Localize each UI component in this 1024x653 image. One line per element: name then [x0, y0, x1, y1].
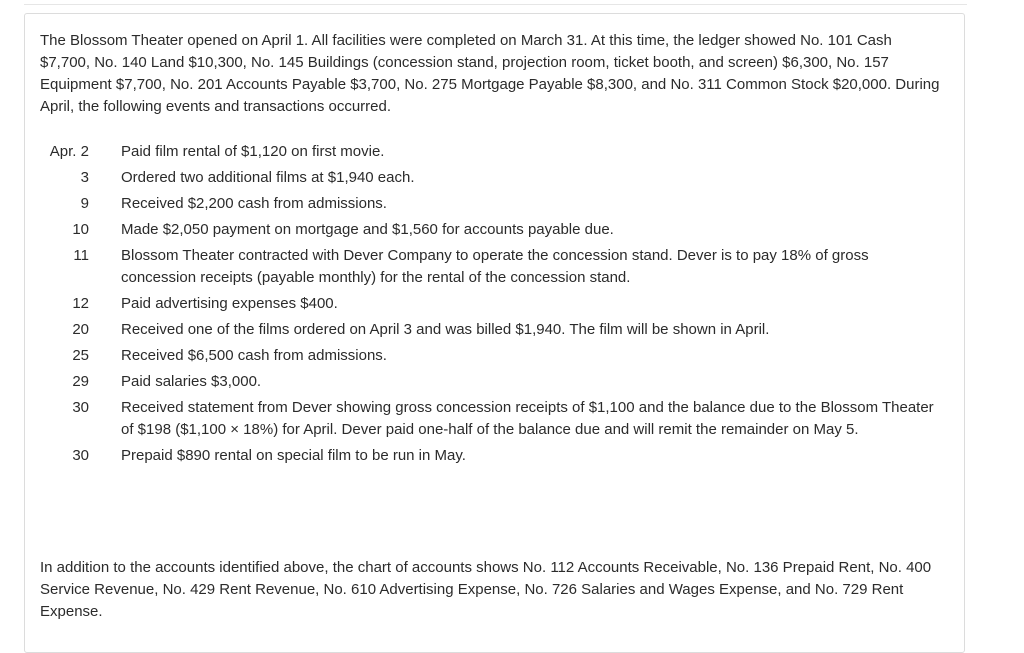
- transaction-row: [25, 245, 966, 289]
- transaction-date: 20: [72, 321, 89, 338]
- transaction-row: [25, 193, 966, 215]
- intro-paragraph: The Blossom Theater opened on April 1. All facilities were completed on March 31. At this time, the ledger showed No. 101 Cash $7,700, No. 140 Land $10,300, No. 145 Buildings (concession stand, projection room, ticket booth, and screen) $6,300, No. 157 Equipment $7,700, No. 201 Accounts Payable $3,700, No. 275 Mortgage Payable $8,300, and No. 311 Common Stock $20,000. During April, the following events and transactions occurred.: [40, 32, 940, 115]
- transaction-row: [25, 445, 966, 467]
- transaction-description: Received $6,500 cash from admissions.: [121, 347, 387, 364]
- transaction-date: Apr. 2: [49, 143, 89, 160]
- transaction-description: Made $2,050 payment on mortgage and $1,560 for accounts payable due.: [121, 221, 614, 238]
- transaction-description: Blossom Theater contracted with Dever Company to operate the concession stand. Dever is to pay 18% of gross concession receipts (payable monthly) for the rental of the concession stand.: [121, 247, 869, 286]
- problem-card: [24, 13, 965, 653]
- footer-paragraph: In addition to the accounts identified above, the chart of accounts shows No. 112 Accounts Receivable, No. 136 Prepaid Rent, No. 400 Service Revenue, No. 429 Rent Revenue, No. 610 Advertising Expense, No. 726 Salaries and Wages Expense, and No. 729 Rent Expense.: [40, 559, 932, 620]
- transaction-date: 3: [80, 169, 89, 186]
- transaction-date: 12: [72, 295, 89, 312]
- transaction-date: 29: [72, 373, 89, 390]
- transaction-row: [25, 141, 966, 163]
- transaction-row: [25, 397, 966, 441]
- transaction-row: [25, 371, 966, 393]
- top-divider: [24, 4, 967, 5]
- transaction-date: 10: [72, 221, 89, 238]
- transaction-description: Prepaid $890 rental on special film to be run in May.: [121, 447, 466, 464]
- transaction-date: 9: [80, 195, 89, 212]
- transaction-description: Received statement from Dever showing gross concession receipts of $1,100 and the balance due to the Blossom Theater of $198 ($1,100 × 18%) for April. Dever paid one-half of the balance due and will remit the remainder on May 5.: [121, 399, 934, 438]
- transaction-row: [25, 319, 966, 341]
- transaction-description: Received one of the films ordered on April 3 and was billed $1,940. The film will be shown in April.: [121, 321, 770, 338]
- transaction-date: 30: [72, 447, 89, 464]
- transaction-description: Ordered two additional films at $1,940 each.: [121, 169, 415, 186]
- transactions-table: [25, 141, 966, 471]
- transaction-row: [25, 293, 966, 315]
- transaction-description: Paid salaries $3,000.: [121, 373, 262, 390]
- transaction-date: 11: [73, 247, 89, 264]
- transaction-row: [25, 167, 966, 189]
- transaction-description: Paid film rental of $1,120 on first movie.: [121, 143, 385, 160]
- transaction-description: Received $2,200 cash from admissions.: [121, 195, 387, 212]
- transaction-description: Paid advertising expenses $400.: [121, 295, 338, 312]
- transaction-date: 25: [72, 347, 89, 364]
- transaction-date: 30: [72, 399, 89, 416]
- transaction-row: [25, 345, 966, 367]
- transaction-row: [25, 219, 966, 241]
